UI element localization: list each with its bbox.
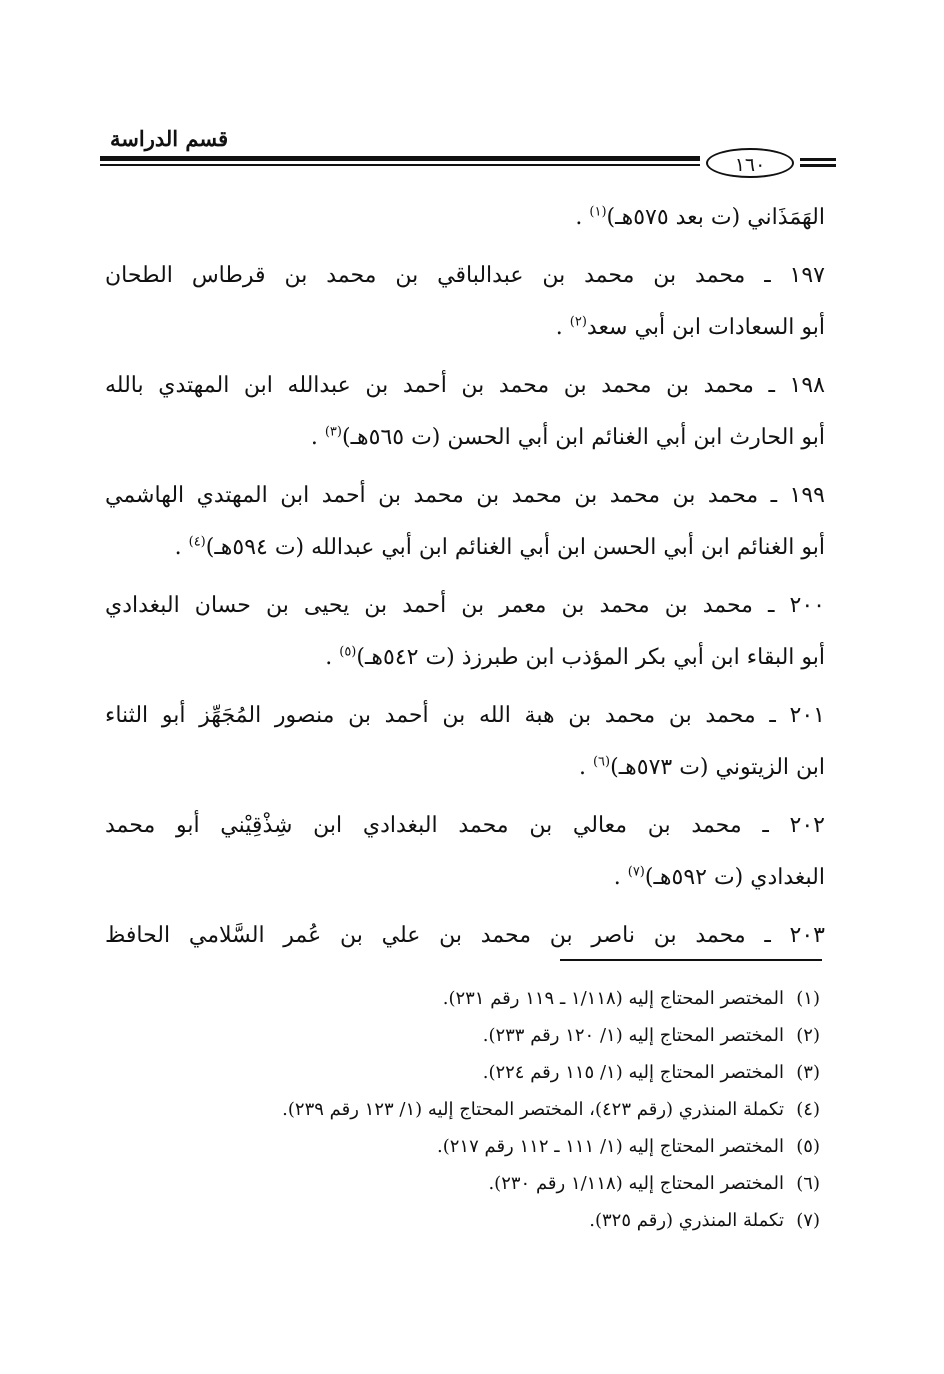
footnote <box>120 1202 820 1239</box>
footnote <box>120 1017 820 1054</box>
footnote-marker: (٥) <box>339 644 357 660</box>
header-rule-right-top <box>800 158 836 161</box>
text-line: ٢٠٣ ـ محمد بن ناصر بن محمد بن علي بن عُمر السَّلامي الحافظ <box>105 923 825 948</box>
text-line: ١٩٨ ـ محمد بن محمد بن محمد بن أحمد بن عبدالله ابن المهتدي بالله <box>105 373 825 398</box>
footnotes <box>120 980 820 1239</box>
text-line: ١٩٧ ـ محمد بن محمد بن عبدالباقي بن محمد بن قرطاس الطحان <box>105 263 825 288</box>
footnote-text: المختصر المحتاج إليه (١/ ١٢٠ رقم ٢٣٣). <box>482 1025 784 1046</box>
footnote-text: المختصر المحتاج إليه (١/١١٨ رقم ٢٣٠). <box>488 1173 784 1194</box>
footnote <box>120 1054 820 1091</box>
header-rule-thick <box>100 156 700 161</box>
text-line: البغدادي (ت ٥٩٢هـ)$^{(٧)}$ . <box>613 864 825 890</box>
footnote-text: المختصر المحتاج إليه (١/ ١١٥ رقم ٢٢٤). <box>482 1062 784 1083</box>
header-rule-thin <box>100 164 700 166</box>
footnote-number: (٣) <box>796 1062 820 1083</box>
main-text <box>105 192 825 962</box>
footnote-marker: (٢) <box>569 314 587 330</box>
page-number: ١٦٠ <box>706 148 794 178</box>
text-line: أبو السعادات ابن أبي سعد$^{(٢)}$ . <box>555 314 825 340</box>
footnote <box>120 980 820 1017</box>
page-header <box>100 122 840 182</box>
footnote <box>120 1165 820 1202</box>
footnote-text: المختصر المحتاج إليه (١/١١٨ ـ ١١٩ رقم ٢٣١). <box>442 988 784 1009</box>
footnote-number: (٤) <box>796 1099 820 1120</box>
footnote-separator <box>560 959 822 961</box>
text-line: ابن الزيتوني (ت ٥٧٣هـ)$^{(٦)}$ . <box>578 754 825 780</box>
text-line: الهَمَذَاني (ت بعد ٥٧٥هـ)$^{(١)}$ . <box>575 204 825 230</box>
text-line: ٢٠١ ـ محمد بن محمد بن هبة الله بن أحمد بن منصور المُجَهِّز أبو الثناء <box>105 703 825 728</box>
footnote-text: تكملة المنذري (رقم ٤٢٣)، المختصر المحتاج إليه (١/ ١٢٣ رقم ٢٣٩). <box>282 1099 784 1120</box>
footnote-number: (٥) <box>796 1136 820 1157</box>
footnote-marker: (١) <box>589 204 607 220</box>
footnote-marker: (٧) <box>627 864 645 880</box>
footnote-text: المختصر المحتاج إليه (١/ ١١١ ـ ١١٢ رقم ٢١٧). <box>436 1136 784 1157</box>
text-line: ٢٠٠ ـ محمد بن محمد بن معمر بن أحمد بن يحيى بن حسان البغدادي <box>105 593 825 618</box>
text-line: ١٩٩ ـ محمد بن محمد بن محمد بن محمد بن أحمد ابن المهتدي الهاشمي <box>105 483 825 508</box>
footnote <box>120 1091 820 1128</box>
footnote-marker: (٦) <box>592 754 611 770</box>
footnote-number: (٦) <box>796 1173 820 1194</box>
footnote-number: (٧) <box>796 1210 820 1231</box>
text-line: أبو الحارث ابن أبي الغنائم ابن أبي الحسن (ت ٥٦٥هـ)$^{(٣)}$ . <box>310 424 825 450</box>
footnote-number: (١) <box>796 988 820 1009</box>
text-line: ٢٠٢ ـ محمد بن معالي بن محمد البغدادي ابن شِذْقِيْني أبو محمد <box>105 813 825 838</box>
footnote-number: (٢) <box>796 1025 820 1046</box>
footnote-marker: (٣) <box>324 424 342 440</box>
footnote-text: تكملة المنذري (رقم ٣٢٥). <box>589 1210 784 1231</box>
section-title: قسم الدراسة <box>110 126 229 151</box>
footnote <box>120 1128 820 1165</box>
text-line: أبو البقاء ابن أبي بكر المؤذب ابن طبرزذ (ت ٥٤٢هـ)$^{(٥)}$ . <box>325 644 825 670</box>
footnote-marker: (٤) <box>188 534 206 550</box>
header-rule-right-bottom <box>800 164 836 167</box>
text-line: أبو الغنائم ابن أبي الحسن ابن أبي الغنائم ابن أبي عبدالله (ت ٥٩٤هـ)$^{(٤)}$ . <box>174 534 825 560</box>
